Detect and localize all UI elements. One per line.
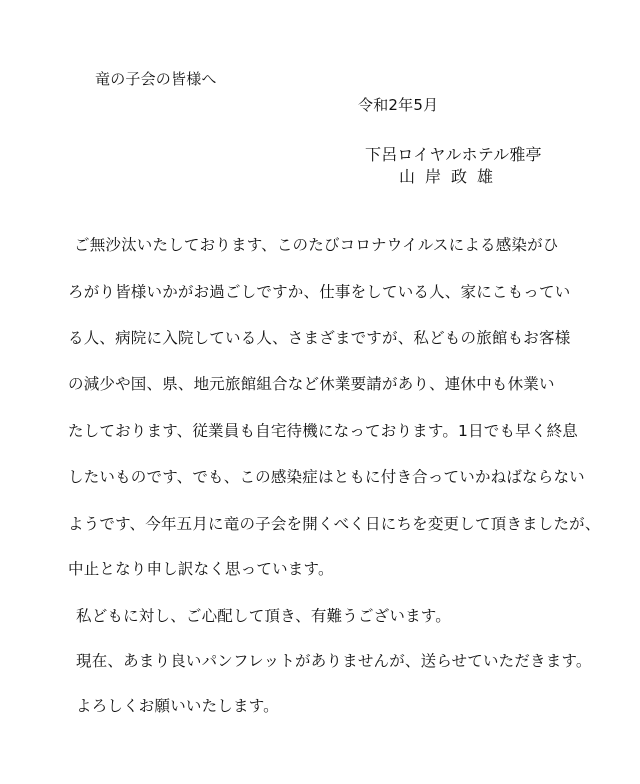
body-line: 現在、あまり良いパンフレットがありませんが、送らせていただきます。: [76, 652, 592, 670]
body-line: る人、病院に入院している人、さまざまですが、私どもの旅館もお客様: [68, 329, 571, 347]
body-line: ろがり皆様いかがお過ごしですか、仕事をしている人、家にこもってい: [68, 283, 571, 301]
body-line: 中止となり申し訳なく思っています。: [68, 560, 334, 578]
body-line: したいものです、でも、この感染症はともに付き合っていかねばならない: [68, 468, 585, 486]
body-line: ご無沙汰いたしております、このたびコロナウイルスによる感染がひ: [74, 236, 559, 254]
body-line: ようです、今年五月に竜の子会を開くべく日にちを変更して頂きましたが、: [68, 515, 601, 533]
addressee: 竜の子会の皆様へ: [95, 70, 217, 88]
body-line: の減少や国、県、地元旅館組合など休業要請があり、連休中も休業い: [68, 375, 555, 393]
letter-date: 令和2年5月: [358, 96, 439, 114]
body-line: たしております、従業員も自宅待機になっております。1日でも早く終息: [68, 422, 578, 440]
body-line: よろしくお願いいたします。: [76, 697, 279, 715]
body-line: 私どもに対し、ご心配して頂き、有難うございます。: [76, 607, 451, 625]
sender-name: 山岸政雄: [399, 167, 504, 186]
sender-organization: 下呂ロイヤルホテル雅亭: [365, 145, 542, 164]
